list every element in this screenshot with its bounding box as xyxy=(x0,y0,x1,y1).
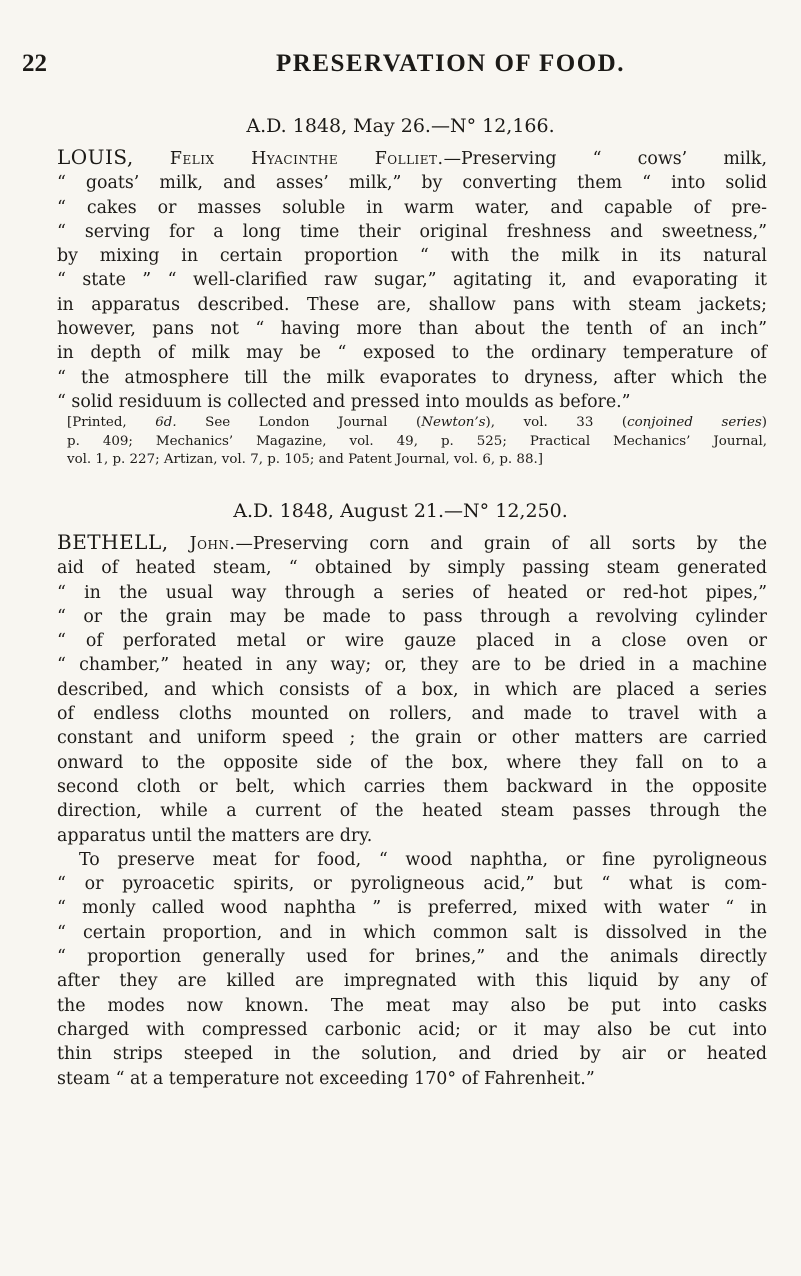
text-line: “ state ” “ well-clarified raw sugar,” agitating it, and evaporating it xyxy=(57,270,767,291)
price: 6d. xyxy=(155,415,177,430)
text-line: “ proportion generally used for brines,” and the animals directly xyxy=(57,947,767,968)
text-segment: —Preserving “ cows’ milk, xyxy=(443,149,768,169)
text-line: constant and uniform speed ; the grain or other matters are carried xyxy=(57,728,767,749)
text-line: To preserve meat for food, “ wood naphtha, or fine pyroligneous xyxy=(79,849,767,870)
text-line: “ the atmosphere till the milk evaporates to dryness, after which the xyxy=(57,367,767,388)
text-segment: See London Journal ( xyxy=(176,415,422,430)
text-line: “ monly called wood naphtha ” is preferred, mixed with water “ in xyxy=(57,898,767,919)
text-line xyxy=(57,145,767,171)
text-segment: [Printed, xyxy=(67,415,156,430)
text-line: aid of heated steam, “ obtained by simply passing steam generated xyxy=(57,558,767,579)
text-segment: conjoined series xyxy=(627,415,762,430)
patentee-forenames: Felix Hyacinthe Folliet. xyxy=(169,149,444,169)
entry-heading-12166: A.D. 1848, May 26.—N° 12,166. xyxy=(246,115,555,137)
citation-line: vol. 1, p. 227; Artizan, vol. 7, p. 105; and Patent Journal, vol. 6, p. 88.] xyxy=(67,452,543,468)
text-line: after they are killed are impregnated with this liquid by any of xyxy=(57,971,767,992)
text-line: described, and which consists of a box, in which are placed a series xyxy=(57,679,767,700)
text-line: in apparatus described. These are, shallow pans with steam jackets; xyxy=(57,294,767,315)
citation-line: p. 409; Mechanics’ Magazine, vol. 49, p. 525; Practical Mechanics’ Journal, xyxy=(67,433,767,449)
text-line: “ of perforated metal or wire gauze placed in a close oven or xyxy=(57,631,767,652)
text-line: “ certain proportion, and in which common salt is dissolved in the xyxy=(57,922,767,943)
patentee-forenames: John. xyxy=(189,534,236,554)
entry-heading-12250: A.D. 1848, August 21.—N° 12,250. xyxy=(233,500,568,522)
text-line: “ cakes or masses soluble in warm water, and capable of pre- xyxy=(57,197,767,218)
text-segment: Newton’s xyxy=(421,415,486,430)
text-segment: —Preserving corn and grain of all sorts by the xyxy=(235,534,767,554)
text-line: “ or the grain may be made to pass through a revolving cylinder xyxy=(57,606,767,627)
patentee-surname: BETHELL, xyxy=(57,530,169,554)
text-line: “ in the usual way through a series of heated or red-hot pipes,” xyxy=(57,582,767,603)
text-line: “ serving for a long time their original freshness and sweetness,” xyxy=(57,221,767,242)
text-line: “ or pyroacetic spirits, or pyroligneous acid,” but “ what is com- xyxy=(57,874,767,895)
text-segment: ) xyxy=(761,415,767,430)
text-line: onward to the opposite side of the box, where they fall on to a xyxy=(57,752,767,773)
text-line: the modes now known. The meat may also be put into casks xyxy=(57,995,767,1016)
text-segment: ), vol. 33 ( xyxy=(485,415,628,430)
patentee-surname: LOUIS, xyxy=(57,145,134,169)
running-title: PRESERVATION OF FOOD. xyxy=(276,50,625,77)
page-header xyxy=(22,50,741,82)
text-line: direction, while a current of the heated steam passes through the xyxy=(57,801,767,822)
page-number: 22 xyxy=(22,50,47,77)
text-line: “ solid residuum is collected and pressed into moulds as before.” xyxy=(57,391,631,412)
text-line: “ goats’ milk, and asses’ milk,” by converting them “ into solid xyxy=(57,173,767,194)
entry-body-12166 xyxy=(57,145,767,414)
citation-12166 xyxy=(67,414,767,470)
text-line: in depth of milk may be “ exposed to the ordinary temperature of xyxy=(57,343,767,364)
text-line: charged with compressed carbonic acid; or it may also be cut into xyxy=(57,1019,767,1040)
text-line: by mixing in certain proportion “ with the milk in its natural xyxy=(57,246,767,267)
text-line: however, pans not “ having more than about the tenth of an inch” xyxy=(57,319,767,340)
text-line: of endless cloths mounted on rollers, and made to travel with a xyxy=(57,704,767,725)
text-line: “ chamber,” heated in any way; or, they are to be dried in a machine xyxy=(57,655,767,676)
entry-body-12250 xyxy=(57,530,767,1091)
text-line xyxy=(57,530,767,556)
text-line: steam “ at a temperature not exceeding 170° of Fahrenheit.” xyxy=(57,1068,595,1089)
text-line: second cloth or belt, which carries them backward in the opposite xyxy=(57,776,767,797)
text-line: apparatus until the matters are dry. xyxy=(57,825,373,846)
citation-line xyxy=(67,414,767,433)
text-line: thin strips steeped in the solution, and dried by air or heated xyxy=(57,1044,767,1065)
